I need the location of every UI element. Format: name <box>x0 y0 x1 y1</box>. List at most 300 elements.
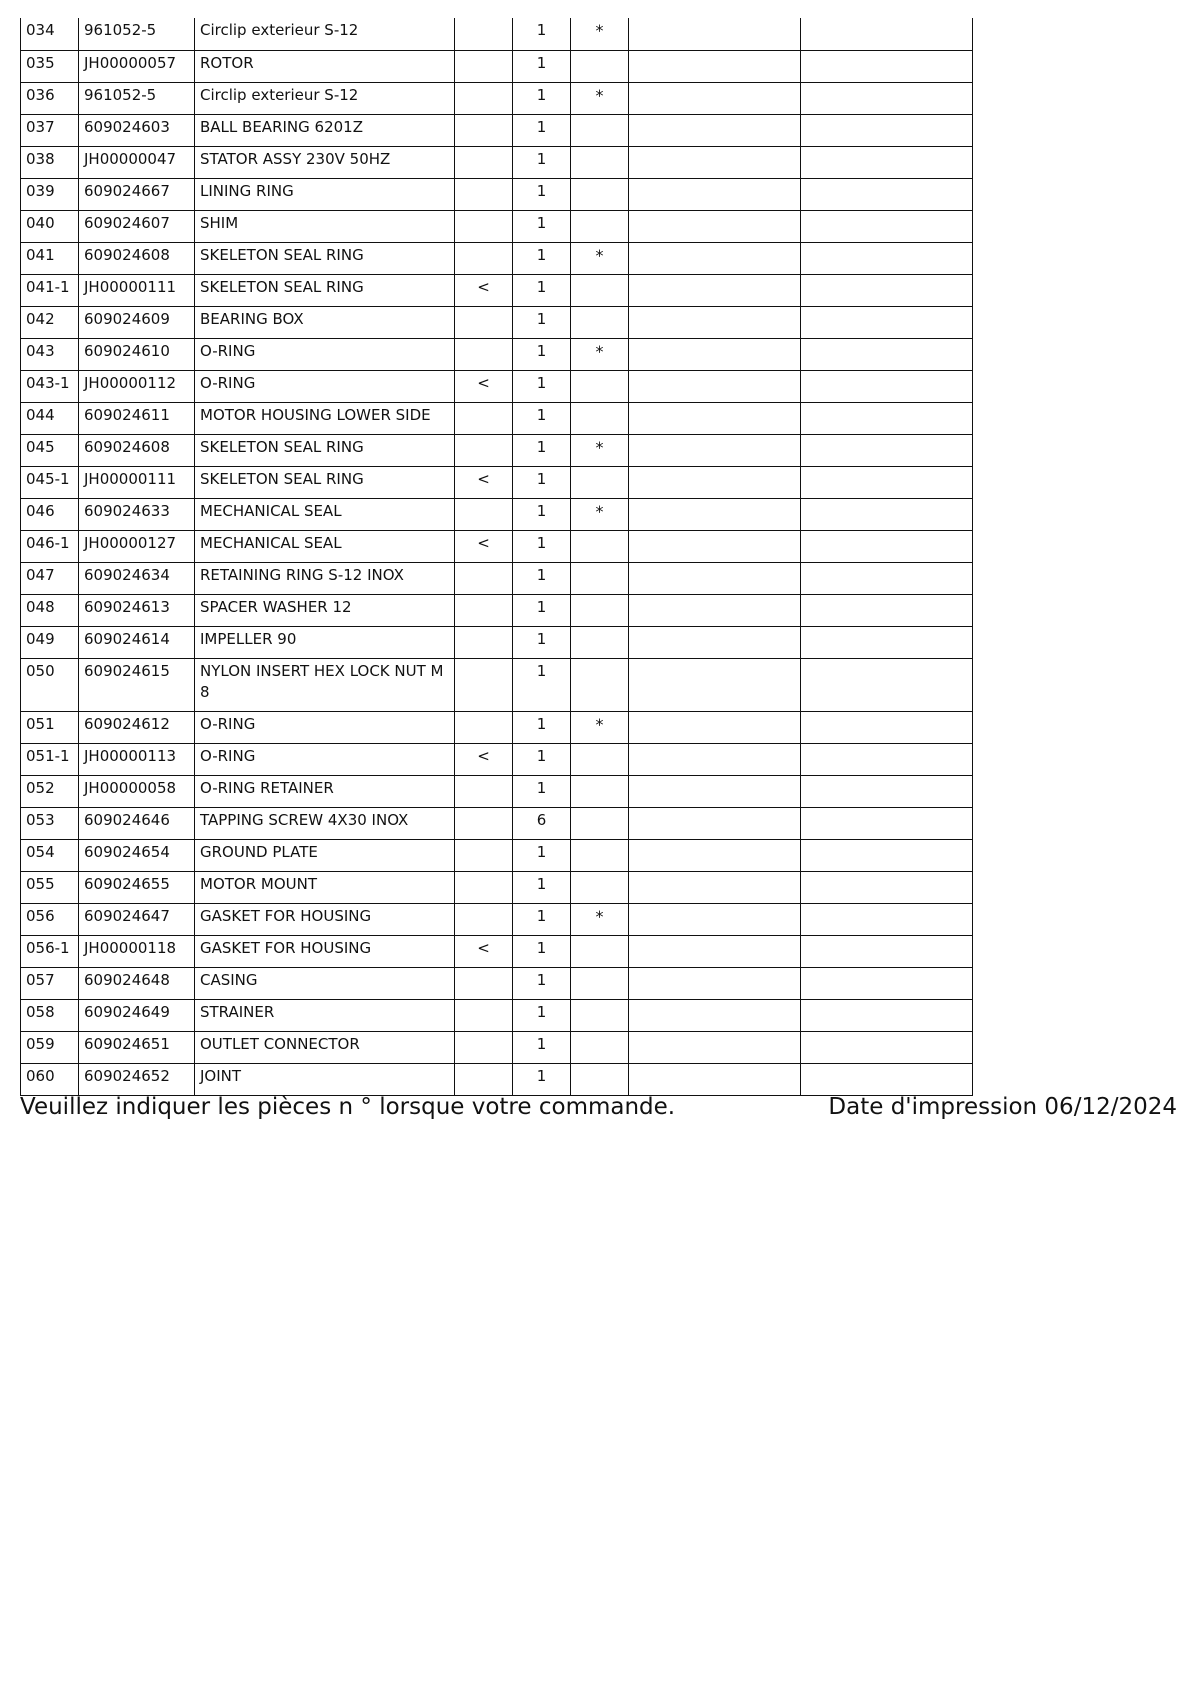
wear-part-cell <box>571 466 629 498</box>
reference-cell: 609024651 <box>79 1031 195 1063</box>
table-row <box>21 114 973 146</box>
blank-cell <box>629 562 801 594</box>
table-row <box>21 839 973 871</box>
quantity-cell: 1 <box>513 626 571 658</box>
position-cell: 051-1 <box>21 743 79 775</box>
quantity-cell: 1 <box>513 402 571 434</box>
blank-cell <box>801 434 973 466</box>
substitute-cell <box>455 903 513 935</box>
blank-cell <box>629 658 801 711</box>
reference-cell: 961052-5 <box>79 82 195 114</box>
blank-cell <box>629 178 801 210</box>
quantity-cell: 1 <box>513 775 571 807</box>
blank-cell <box>801 498 973 530</box>
quantity-cell: 1 <box>513 658 571 711</box>
wear-part-cell <box>571 306 629 338</box>
position-cell: 052 <box>21 775 79 807</box>
table-row <box>21 370 973 402</box>
designation-cell: OUTLET CONNECTOR <box>195 1031 455 1063</box>
blank-cell <box>801 711 973 743</box>
wear-part-cell <box>571 370 629 402</box>
table-row <box>21 1031 973 1063</box>
reference-cell: 609024667 <box>79 178 195 210</box>
table-row <box>21 82 973 114</box>
designation-cell: O-RING RETAINER <box>195 775 455 807</box>
position-cell: 049 <box>21 626 79 658</box>
position-cell: 054 <box>21 839 79 871</box>
reference-cell: JH00000057 <box>79 50 195 82</box>
position-cell: 055 <box>21 871 79 903</box>
quantity-cell: 1 <box>513 967 571 999</box>
blank-cell <box>801 658 973 711</box>
reference-cell: JH00000111 <box>79 274 195 306</box>
blank-cell <box>801 1031 973 1063</box>
wear-part-cell: * <box>571 434 629 466</box>
parts-table <box>20 18 973 1096</box>
reference-cell: 609024655 <box>79 871 195 903</box>
reference-cell: JH00000112 <box>79 370 195 402</box>
blank-cell <box>801 743 973 775</box>
quantity-cell: 1 <box>513 466 571 498</box>
designation-cell: SHIM <box>195 210 455 242</box>
reference-cell: 609024652 <box>79 1063 195 1095</box>
substitute-cell <box>455 658 513 711</box>
position-cell: 047 <box>21 562 79 594</box>
substitute-cell <box>455 402 513 434</box>
blank-cell <box>801 999 973 1031</box>
designation-cell: SKELETON SEAL RING <box>195 434 455 466</box>
reference-cell: JH00000111 <box>79 466 195 498</box>
quantity-cell: 1 <box>513 210 571 242</box>
position-cell: 043 <box>21 338 79 370</box>
substitute-cell <box>455 18 513 50</box>
reference-cell: 961052-5 <box>79 18 195 50</box>
substitute-cell <box>455 306 513 338</box>
blank-cell <box>801 402 973 434</box>
reference-cell: JH00000047 <box>79 146 195 178</box>
wear-part-cell <box>571 402 629 434</box>
reference-cell: JH00000058 <box>79 775 195 807</box>
quantity-cell: 1 <box>513 594 571 626</box>
position-cell: 041 <box>21 242 79 274</box>
designation-cell: BEARING BOX <box>195 306 455 338</box>
wear-part-cell <box>571 1031 629 1063</box>
table-row <box>21 242 973 274</box>
table-row <box>21 743 973 775</box>
blank-cell <box>629 498 801 530</box>
quantity-cell: 1 <box>513 530 571 562</box>
blank-cell <box>629 967 801 999</box>
reference-cell: 609024608 <box>79 434 195 466</box>
blank-cell <box>629 370 801 402</box>
designation-cell: MECHANICAL SEAL <box>195 498 455 530</box>
designation-cell: RETAINING RING S-12 INOX <box>195 562 455 594</box>
wear-part-cell: * <box>571 498 629 530</box>
substitute-cell <box>455 626 513 658</box>
wear-part-cell <box>571 807 629 839</box>
quantity-cell: 1 <box>513 935 571 967</box>
designation-cell: GASKET FOR HOUSING <box>195 935 455 967</box>
blank-cell <box>801 210 973 242</box>
blank-cell <box>629 402 801 434</box>
substitute-cell <box>455 562 513 594</box>
table-row <box>21 658 973 711</box>
designation-cell: STATOR ASSY 230V 50HZ <box>195 146 455 178</box>
blank-cell <box>801 370 973 402</box>
position-cell: 037 <box>21 114 79 146</box>
table-row <box>21 626 973 658</box>
blank-cell <box>629 626 801 658</box>
blank-cell <box>801 775 973 807</box>
wear-part-cell <box>571 775 629 807</box>
table-row <box>21 146 973 178</box>
position-cell: 060 <box>21 1063 79 1095</box>
blank-cell <box>629 338 801 370</box>
position-cell: 058 <box>21 999 79 1031</box>
wear-part-cell <box>571 935 629 967</box>
table-row <box>21 562 973 594</box>
position-cell: 043-1 <box>21 370 79 402</box>
quantity-cell: 1 <box>513 498 571 530</box>
quantity-cell: 1 <box>513 711 571 743</box>
position-cell: 050 <box>21 658 79 711</box>
blank-cell <box>629 999 801 1031</box>
blank-cell <box>629 711 801 743</box>
table-row <box>21 210 973 242</box>
designation-cell: Circlip exterieur S-12 <box>195 82 455 114</box>
wear-part-cell <box>571 274 629 306</box>
position-cell: 038 <box>21 146 79 178</box>
reference-cell: 609024608 <box>79 242 195 274</box>
blank-cell <box>801 1063 973 1095</box>
position-cell: 045-1 <box>21 466 79 498</box>
quantity-cell: 6 <box>513 807 571 839</box>
position-cell: 042 <box>21 306 79 338</box>
designation-cell: O-RING <box>195 338 455 370</box>
position-cell: 046 <box>21 498 79 530</box>
blank-cell <box>801 82 973 114</box>
substitute-cell: < <box>455 743 513 775</box>
designation-cell: LINING RING <box>195 178 455 210</box>
table-row <box>21 594 973 626</box>
table-row <box>21 434 973 466</box>
reference-cell: 609024646 <box>79 807 195 839</box>
wear-part-cell <box>571 178 629 210</box>
print-date: Date d'impression 06/12/2024 <box>828 1094 1177 1120</box>
position-cell: 041-1 <box>21 274 79 306</box>
position-cell: 045 <box>21 434 79 466</box>
designation-cell: GROUND PLATE <box>195 839 455 871</box>
wear-part-cell: * <box>571 338 629 370</box>
wear-part-cell <box>571 114 629 146</box>
quantity-cell: 1 <box>513 82 571 114</box>
position-cell: 053 <box>21 807 79 839</box>
designation-cell: SPACER WASHER 12 <box>195 594 455 626</box>
substitute-cell <box>455 178 513 210</box>
quantity-cell: 1 <box>513 338 571 370</box>
position-cell: 034 <box>21 18 79 50</box>
designation-cell: STRAINER <box>195 999 455 1031</box>
substitute-cell <box>455 967 513 999</box>
quantity-cell: 1 <box>513 839 571 871</box>
blank-cell <box>801 146 973 178</box>
blank-cell <box>801 274 973 306</box>
substitute-cell <box>455 338 513 370</box>
wear-part-cell <box>571 658 629 711</box>
designation-cell: CASING <box>195 967 455 999</box>
table-row <box>21 178 973 210</box>
quantity-cell: 1 <box>513 274 571 306</box>
substitute-cell <box>455 711 513 743</box>
substitute-cell: < <box>455 466 513 498</box>
reference-cell: 609024634 <box>79 562 195 594</box>
blank-cell <box>801 242 973 274</box>
wear-part-cell <box>571 562 629 594</box>
table-row <box>21 402 973 434</box>
wear-part-cell <box>571 626 629 658</box>
quantity-cell: 1 <box>513 18 571 50</box>
reference-cell: 609024647 <box>79 903 195 935</box>
position-cell: 040 <box>21 210 79 242</box>
designation-cell: Circlip exterieur S-12 <box>195 18 455 50</box>
blank-cell <box>801 306 973 338</box>
blank-cell <box>629 82 801 114</box>
order-instruction-note: Veuillez indiquer les pièces n ° lorsque votre commande. <box>20 1094 676 1120</box>
substitute-cell <box>455 434 513 466</box>
reference-cell: 609024611 <box>79 402 195 434</box>
designation-cell: SKELETON SEAL RING <box>195 242 455 274</box>
designation-cell: ROTOR <box>195 50 455 82</box>
substitute-cell <box>455 1063 513 1095</box>
table-row <box>21 50 973 82</box>
table-row <box>21 1063 973 1095</box>
wear-part-cell: * <box>571 18 629 50</box>
wear-part-cell: * <box>571 242 629 274</box>
blank-cell <box>801 839 973 871</box>
substitute-cell <box>455 999 513 1031</box>
quantity-cell: 1 <box>513 146 571 178</box>
blank-cell <box>629 1031 801 1063</box>
wear-part-cell <box>571 1063 629 1095</box>
blank-cell <box>629 274 801 306</box>
reference-cell: 609024610 <box>79 338 195 370</box>
blank-cell <box>629 807 801 839</box>
blank-cell <box>629 114 801 146</box>
blank-cell <box>629 743 801 775</box>
designation-cell: IMPELLER 90 <box>195 626 455 658</box>
position-cell: 048 <box>21 594 79 626</box>
blank-cell <box>629 466 801 498</box>
position-cell: 046-1 <box>21 530 79 562</box>
quantity-cell: 1 <box>513 370 571 402</box>
blank-cell <box>801 562 973 594</box>
table-row <box>21 967 973 999</box>
blank-cell <box>801 967 973 999</box>
wear-part-cell: * <box>571 711 629 743</box>
quantity-cell: 1 <box>513 871 571 903</box>
blank-cell <box>801 114 973 146</box>
blank-cell <box>629 146 801 178</box>
table-row <box>21 306 973 338</box>
substitute-cell: < <box>455 370 513 402</box>
blank-cell <box>629 434 801 466</box>
table-row <box>21 498 973 530</box>
blank-cell <box>801 594 973 626</box>
substitute-cell <box>455 114 513 146</box>
substitute-cell <box>455 82 513 114</box>
substitute-cell: < <box>455 935 513 967</box>
position-cell: 051 <box>21 711 79 743</box>
position-cell: 056-1 <box>21 935 79 967</box>
reference-cell: 609024614 <box>79 626 195 658</box>
substitute-cell: < <box>455 274 513 306</box>
table-row <box>21 999 973 1031</box>
blank-cell <box>801 178 973 210</box>
quantity-cell: 1 <box>513 50 571 82</box>
blank-cell <box>629 594 801 626</box>
blank-cell <box>801 935 973 967</box>
substitute-cell <box>455 871 513 903</box>
wear-part-cell <box>571 210 629 242</box>
quantity-cell: 1 <box>513 434 571 466</box>
blank-cell <box>629 1063 801 1095</box>
blank-cell <box>629 242 801 274</box>
table-row <box>21 338 973 370</box>
table-row <box>21 711 973 743</box>
blank-cell <box>629 18 801 50</box>
designation-cell: BALL BEARING 6201Z <box>195 114 455 146</box>
position-cell: 044 <box>21 402 79 434</box>
wear-part-cell: * <box>571 903 629 935</box>
blank-cell <box>801 903 973 935</box>
reference-cell: 609024633 <box>79 498 195 530</box>
substitute-cell <box>455 807 513 839</box>
table-row <box>21 871 973 903</box>
reference-cell: JH00000113 <box>79 743 195 775</box>
designation-cell: SKELETON SEAL RING <box>195 274 455 306</box>
designation-cell: MOTOR MOUNT <box>195 871 455 903</box>
table-row <box>21 530 973 562</box>
parts-table-body <box>21 18 973 1095</box>
table-row <box>21 775 973 807</box>
blank-cell <box>801 50 973 82</box>
substitute-cell <box>455 210 513 242</box>
reference-cell: 609024615 <box>79 658 195 711</box>
position-cell: 059 <box>21 1031 79 1063</box>
substitute-cell <box>455 1031 513 1063</box>
position-cell: 056 <box>21 903 79 935</box>
blank-cell <box>629 775 801 807</box>
designation-cell: O-RING <box>195 743 455 775</box>
quantity-cell: 1 <box>513 903 571 935</box>
substitute-cell <box>455 146 513 178</box>
position-cell: 039 <box>21 178 79 210</box>
table-row <box>21 807 973 839</box>
position-cell: 057 <box>21 967 79 999</box>
blank-cell <box>629 210 801 242</box>
blank-cell <box>801 18 973 50</box>
substitute-cell <box>455 775 513 807</box>
wear-part-cell <box>571 967 629 999</box>
table-row <box>21 274 973 306</box>
substitute-cell: < <box>455 530 513 562</box>
designation-cell: MECHANICAL SEAL <box>195 530 455 562</box>
table-row <box>21 903 973 935</box>
designation-cell: MOTOR HOUSING LOWER SIDE <box>195 402 455 434</box>
designation-cell: O-RING <box>195 370 455 402</box>
substitute-cell <box>455 594 513 626</box>
blank-cell <box>801 807 973 839</box>
position-cell: 035 <box>21 50 79 82</box>
wear-part-cell <box>571 839 629 871</box>
blank-cell <box>801 466 973 498</box>
wear-part-cell <box>571 146 629 178</box>
quantity-cell: 1 <box>513 1031 571 1063</box>
table-row <box>21 18 973 50</box>
reference-cell: JH00000118 <box>79 935 195 967</box>
blank-cell <box>629 903 801 935</box>
quantity-cell: 1 <box>513 114 571 146</box>
reference-cell: 609024613 <box>79 594 195 626</box>
reference-cell: 609024603 <box>79 114 195 146</box>
wear-part-cell <box>571 530 629 562</box>
wear-part-cell <box>571 871 629 903</box>
blank-cell <box>801 626 973 658</box>
blank-cell <box>801 530 973 562</box>
quantity-cell: 1 <box>513 743 571 775</box>
designation-cell: GASKET FOR HOUSING <box>195 903 455 935</box>
table-row <box>21 935 973 967</box>
blank-cell <box>629 50 801 82</box>
blank-cell <box>801 871 973 903</box>
reference-cell: 609024612 <box>79 711 195 743</box>
substitute-cell <box>455 498 513 530</box>
quantity-cell: 1 <box>513 306 571 338</box>
position-cell: 036 <box>21 82 79 114</box>
blank-cell <box>629 871 801 903</box>
substitute-cell <box>455 50 513 82</box>
quantity-cell: 1 <box>513 562 571 594</box>
designation-cell: O-RING <box>195 711 455 743</box>
wear-part-cell <box>571 743 629 775</box>
quantity-cell: 1 <box>513 178 571 210</box>
blank-cell <box>629 935 801 967</box>
substitute-cell <box>455 839 513 871</box>
reference-cell: JH00000127 <box>79 530 195 562</box>
reference-cell: 609024649 <box>79 999 195 1031</box>
quantity-cell: 1 <box>513 999 571 1031</box>
reference-cell: 609024648 <box>79 967 195 999</box>
designation-cell: SKELETON SEAL RING <box>195 466 455 498</box>
designation-cell: JOINT <box>195 1063 455 1095</box>
blank-cell <box>629 530 801 562</box>
wear-part-cell <box>571 594 629 626</box>
reference-cell: 609024609 <box>79 306 195 338</box>
wear-part-cell: * <box>571 82 629 114</box>
designation-cell: NYLON INSERT HEX LOCK NUT M8 <box>195 658 455 711</box>
blank-cell <box>629 306 801 338</box>
wear-part-cell <box>571 999 629 1031</box>
blank-cell <box>801 338 973 370</box>
blank-cell <box>629 839 801 871</box>
quantity-cell: 1 <box>513 242 571 274</box>
reference-cell: 609024654 <box>79 839 195 871</box>
quantity-cell: 1 <box>513 1063 571 1095</box>
substitute-cell <box>455 242 513 274</box>
designation-cell: TAPPING SCREW 4X30 INOX <box>195 807 455 839</box>
reference-cell: 609024607 <box>79 210 195 242</box>
wear-part-cell <box>571 50 629 82</box>
